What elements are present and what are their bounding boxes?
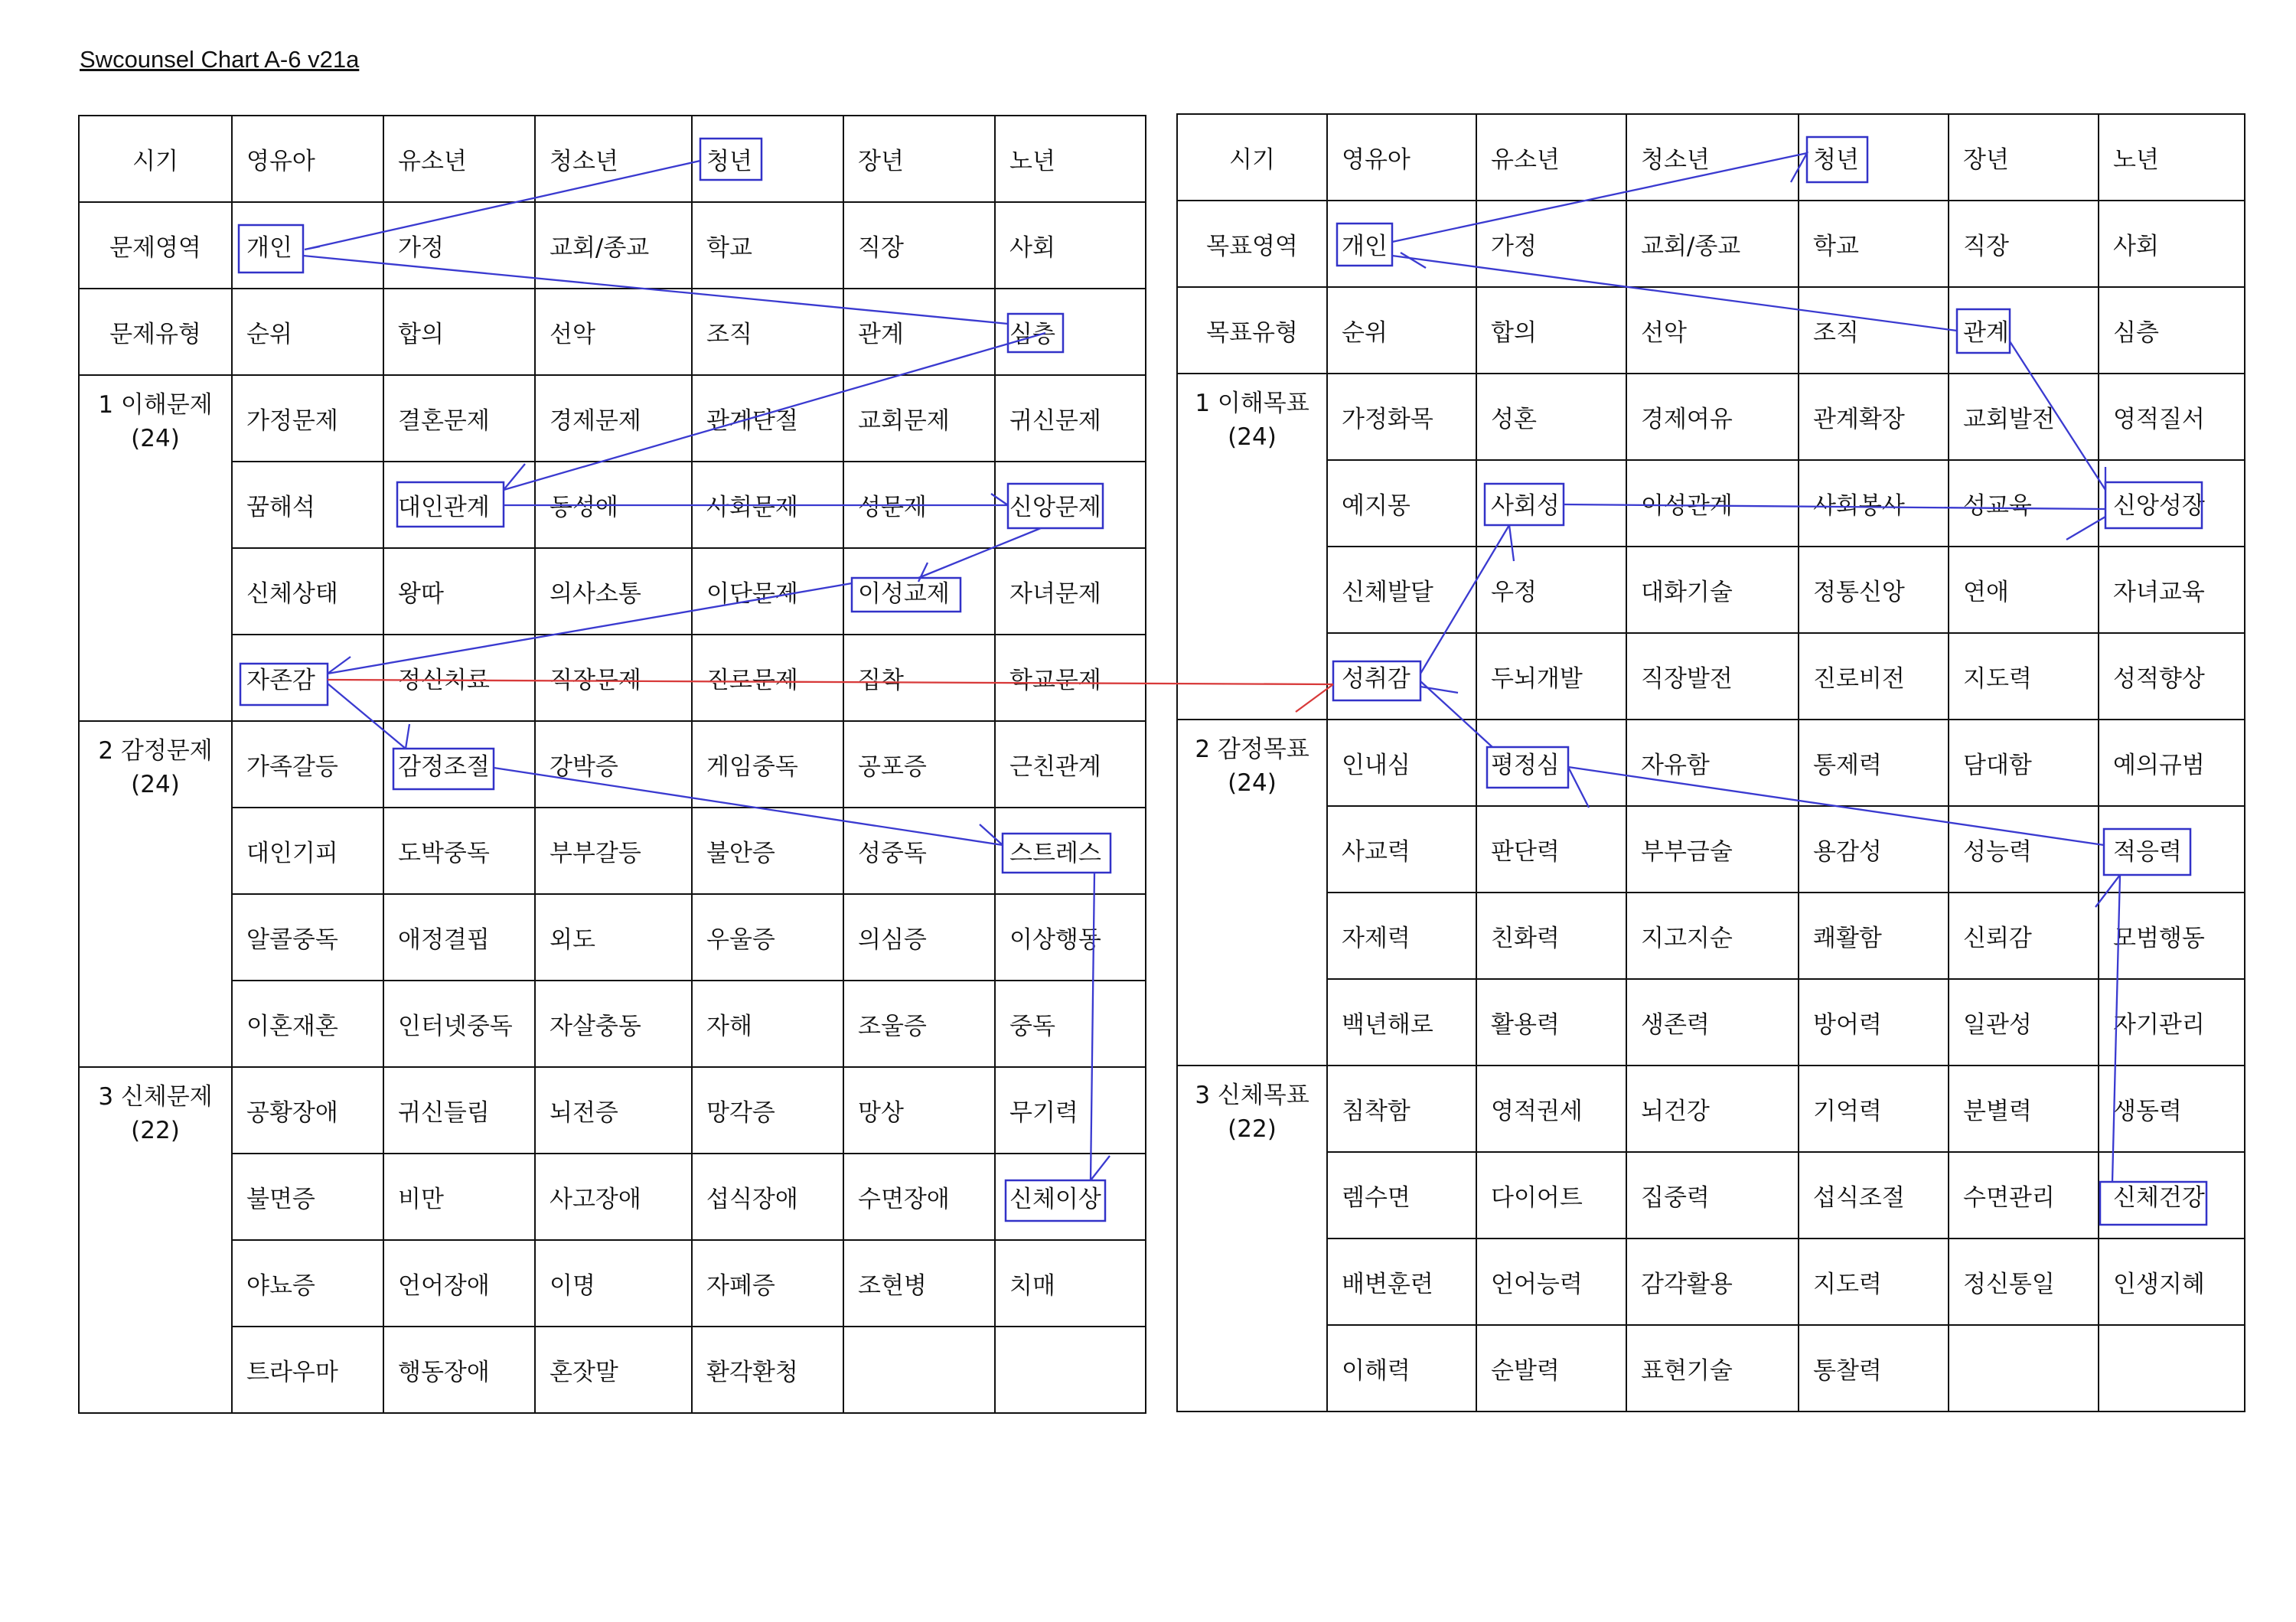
grid-cell: 영유아: [1327, 114, 1476, 201]
grid-cell: 정통신앙: [1799, 547, 1949, 633]
grid-cell: 모범행동: [2099, 893, 2245, 979]
grid-cell: 심층: [995, 289, 1146, 375]
grid-cell: 지도력: [1949, 633, 2099, 720]
grid-cell: 합의: [1476, 287, 1626, 374]
grid-cell: 공포증: [843, 721, 995, 808]
grid-cell: 혼잣말: [535, 1327, 692, 1413]
grid-cell: 직장발전: [1626, 633, 1799, 720]
grid-cell: 영유아: [232, 116, 383, 202]
highlight-box-right-achievement: [1333, 661, 1420, 700]
grid-cell: 부부갈등: [535, 808, 692, 894]
highlight-box-left-interpersonal: [397, 482, 504, 527]
grid-cell: 교회문제: [843, 375, 995, 462]
grid-cell: 성취감: [1327, 633, 1476, 720]
grid-cell: 감정조절: [383, 721, 535, 808]
section-label-line: 1 이해목표: [1195, 390, 1309, 417]
connector-line: [1420, 525, 1509, 674]
highlight-box-left-young-adult: [700, 139, 762, 180]
connector-line: [504, 333, 1045, 490]
grid-cell: 표현기술: [1626, 1325, 1799, 1411]
grid-cell: 조직: [692, 289, 843, 375]
grid-cell: 성적향상: [2099, 633, 2245, 720]
grid-cell: 순위: [1327, 287, 1476, 374]
section-label-line: (24): [1228, 423, 1277, 451]
grid-cell: 게임중독: [692, 721, 843, 808]
grid-cell: 결혼문제: [383, 375, 535, 462]
grid-cell: 불안증: [692, 808, 843, 894]
grid-cell: 경제여유: [1626, 374, 1799, 460]
grid-cell: 강박증: [535, 721, 692, 808]
grid-cell: 자유함: [1626, 720, 1799, 806]
grid-cell: 이성교제: [843, 548, 995, 635]
grid-cell: 사회봉사: [1799, 460, 1949, 547]
grid-cell: 통제력: [1799, 720, 1949, 806]
highlight-box-left-deep: [1008, 314, 1063, 352]
grid-cell: 장년: [843, 116, 995, 202]
grid-cell: 직장: [843, 202, 995, 289]
grid-cell: 이혼재혼: [232, 981, 383, 1067]
grid-cell: 관계: [1949, 287, 2099, 374]
grid-cell: 신체건강: [2099, 1152, 2245, 1239]
grid-cell: 개인: [232, 202, 383, 289]
grid-cell: 정신치료: [383, 635, 535, 721]
grid-cell: 선악: [535, 289, 692, 375]
connector-line: [1392, 153, 1807, 242]
connector-line: [918, 528, 1041, 578]
grid-cell: 개인: [1327, 201, 1476, 287]
grid-cell: 두뇌개발: [1476, 633, 1626, 720]
grid-cell: 자기관리: [2099, 979, 2245, 1066]
grid-cell: 예의규범: [2099, 720, 2245, 806]
grid-cell: 백년해로: [1327, 979, 1476, 1066]
highlight-box-left-stress: [1003, 834, 1110, 873]
highlight-box-left-emotion-control: [393, 749, 494, 789]
grid-cell: 대인관계: [383, 462, 535, 548]
grid-cell: 관계: [843, 289, 995, 375]
grid-cell: 분별력: [1949, 1066, 2099, 1152]
highlight-box-right-faith-growth: [2105, 482, 2202, 528]
grid-cell: 순위: [232, 289, 383, 375]
section-label-line: (22): [131, 1117, 180, 1144]
highlight-box-left-self-esteem: [240, 664, 328, 705]
connector-line: [991, 494, 1008, 505]
grid-cell: 자해: [692, 981, 843, 1067]
grid-cell: 중독: [995, 981, 1146, 1067]
connector-line: [328, 684, 406, 749]
grid-cell: 신체이상: [995, 1154, 1146, 1240]
grid-cell: 의사소통: [535, 548, 692, 635]
connector-line: [1420, 687, 1458, 693]
grid-cell: 인터넷중독: [383, 981, 535, 1067]
grid-cell: 귀신들림: [383, 1067, 535, 1154]
grid-cell: 유소년: [1476, 114, 1626, 201]
connector-line: [303, 256, 1008, 324]
grid-cell: 외도: [535, 894, 692, 981]
grid-cell: 유소년: [383, 116, 535, 202]
connector-line: [328, 583, 852, 674]
grid-cell: 환각환청: [692, 1327, 843, 1413]
connector-line: [1420, 681, 1492, 747]
highlight-box-right-calmness: [1487, 747, 1568, 788]
grid-cell: 자녀교육: [2099, 547, 2245, 633]
grid-cell: 적응력: [2099, 806, 2245, 893]
grid-cell: 애정결핍: [383, 894, 535, 981]
highlight-box-left-individual: [239, 225, 303, 273]
connector-line: [1568, 767, 2104, 845]
grid-cell: 직장: [1949, 201, 2099, 287]
grid-cell: 치매: [995, 1240, 1146, 1327]
grid-cell: 자녀문제: [995, 548, 1146, 635]
grid-cell: 사교력: [1327, 806, 1476, 893]
connector-line: [2095, 875, 2120, 907]
grid-cell: 기억력: [1799, 1066, 1949, 1152]
grid-cell: 다이어트: [1476, 1152, 1626, 1239]
grid-cell: 수면장애: [843, 1154, 995, 1240]
grid-cell: 이명: [535, 1240, 692, 1327]
grid-cell: 예지몽: [1327, 460, 1476, 547]
highlight-box-right-relationship: [1957, 309, 2010, 353]
grid-cell: 경제문제: [535, 375, 692, 462]
connector-line: [406, 724, 409, 749]
grid-cell: 왕따: [383, 548, 535, 635]
cross-table-connector: [1296, 684, 1333, 712]
grid-cell: 무기력: [995, 1067, 1146, 1154]
grid-cell: 근친관계: [995, 721, 1146, 808]
grid-cell: 활용력: [1476, 979, 1626, 1066]
grid-cell: 우정: [1476, 547, 1626, 633]
grid-cell: 이해력: [1327, 1325, 1476, 1411]
grid-cell: 자존감: [232, 635, 383, 721]
grid-cell: 대인기피: [232, 808, 383, 894]
row-label: 목표영역: [1177, 201, 1327, 287]
grid-cell: 성교육: [1949, 460, 2099, 547]
connector-line: [2112, 875, 2120, 1182]
grid-cell: 성능력: [1949, 806, 2099, 893]
grid-cell: 배변훈련: [1327, 1239, 1476, 1325]
row-label: 시기: [1177, 114, 1327, 201]
highlight-box-right-individual: [1337, 224, 1392, 266]
connector-line: [1564, 504, 2105, 509]
grid-cell: 신체상태: [232, 548, 383, 635]
grid-cell: 자폐증: [692, 1240, 843, 1327]
connector-line: [1509, 525, 1514, 561]
grid-cell: 지고지순: [1626, 893, 1799, 979]
grid-cell: 담대함: [1949, 720, 2099, 806]
highlight-box-right-young-adult: [1807, 137, 1867, 182]
section-label-line: (22): [1228, 1115, 1277, 1143]
row-label: 문제영역: [79, 202, 232, 289]
grid-cell: 심층: [2099, 287, 2245, 374]
section-label-line: 2 감정목표: [1195, 736, 1309, 763]
grid-cell: 가족갈등: [232, 721, 383, 808]
grid-cell: 불면증: [232, 1154, 383, 1240]
grid-cell: 방어력: [1799, 979, 1949, 1066]
grid-cell: 이단문제: [692, 548, 843, 635]
highlight-box-left-physical-abnormality: [1006, 1180, 1105, 1221]
grid-cell: 교회/종교: [535, 202, 692, 289]
grid-cell: 청년: [692, 116, 843, 202]
grid-cell: 야뇨증: [232, 1240, 383, 1327]
grid-cell: 스트레스: [995, 808, 1146, 894]
section-label-line: (24): [131, 425, 180, 452]
grid-cell: 쾌활함: [1799, 893, 1949, 979]
connector-line: [2066, 517, 2105, 540]
grid-cell: 학교문제: [995, 635, 1146, 721]
grid-cell: 교회/종교: [1626, 201, 1799, 287]
grid-cell: 학교: [692, 202, 843, 289]
section-label-line: 3 신체목표: [1195, 1082, 1309, 1109]
connector-line: [1091, 1156, 1110, 1180]
grid-cell: 영적권세: [1476, 1066, 1626, 1152]
grid-cell: 귀신문제: [995, 375, 1146, 462]
grid-cell: 이상행동: [995, 894, 1146, 981]
grid-cell: 평정심: [1476, 720, 1626, 806]
connector-line: [1091, 873, 1094, 1180]
connector-line: [494, 768, 1003, 845]
grid-cell: 지도력: [1799, 1239, 1949, 1325]
grid-cell: 수면관리: [1949, 1152, 2099, 1239]
grid-cell: 순발력: [1476, 1325, 1626, 1411]
grid-cell: 공황장애: [232, 1067, 383, 1154]
section-label-line: 3 신체문제: [98, 1083, 213, 1111]
grid-cell: 망각증: [692, 1067, 843, 1154]
grid-cell: 도박중독: [383, 808, 535, 894]
grid-cell: 판단력: [1476, 806, 1626, 893]
cross-table-connector: [328, 680, 1333, 684]
section-label-line: (24): [1228, 769, 1277, 797]
grid-cell: 영적질서: [2099, 374, 2245, 460]
grid-cell: 가정: [383, 202, 535, 289]
grid-cell: 성문제: [843, 462, 995, 548]
grid-cell: 조직: [1799, 287, 1949, 374]
grid-cell: 자제력: [1327, 893, 1476, 979]
grid-cell: 사고장애: [535, 1154, 692, 1240]
grid-cell: 언어능력: [1476, 1239, 1626, 1325]
grid-cell: 조현병: [843, 1240, 995, 1327]
grid-cell: 청소년: [535, 116, 692, 202]
grid-cell: 정신통일: [1949, 1239, 2099, 1325]
grid-cell: 가정: [1476, 201, 1626, 287]
grid-cell: 이성관계: [1626, 460, 1799, 547]
grid-cell: 사회: [995, 202, 1146, 289]
grid-cell: 노년: [995, 116, 1146, 202]
grid-cell: 성혼: [1476, 374, 1626, 460]
grid-cell: 신뢰감: [1949, 893, 2099, 979]
grid-cell: 신앙성장: [2099, 460, 2245, 547]
grid-cell: 사회성: [1476, 460, 1626, 547]
grid-cell: 교회발전: [1949, 374, 2099, 460]
grid-cell: 일관성: [1949, 979, 2099, 1066]
connector-line: [1392, 256, 1957, 331]
grid-cell: 생동력: [2099, 1066, 2245, 1152]
highlight-box-right-physical-health: [2100, 1182, 2206, 1225]
connector-line: [305, 161, 700, 250]
grid-cell: 사회문제: [692, 462, 843, 548]
grid-cell: 동성애: [535, 462, 692, 548]
grid-cell: 침착함: [1327, 1066, 1476, 1152]
grid-cell: 뇌전증: [535, 1067, 692, 1154]
section-label-line: 1 이해문제: [98, 391, 213, 419]
grid-cell: 부부금술: [1626, 806, 1799, 893]
highlight-box-left-dating: [852, 578, 960, 612]
grid-cell: 진로비전: [1799, 633, 1949, 720]
grid-cell: 자살충동: [535, 981, 692, 1067]
connector-line: [1568, 767, 1589, 808]
document-title: Swcounsel Chart A-6 v21a: [80, 46, 360, 73]
grid-cell: 섭식장애: [692, 1154, 843, 1240]
grid-cell: 뇌건강: [1626, 1066, 1799, 1152]
row-label: 문제유형: [79, 289, 232, 375]
grid-cell: 청소년: [1626, 114, 1799, 201]
grid-cell: 사회: [2099, 201, 2245, 287]
grid-cell: 인생지혜: [2099, 1239, 2245, 1325]
grid-cell: 가정화목: [1327, 374, 1476, 460]
grid-cell: 노년: [2099, 114, 2245, 201]
grid-cell: 트라우마: [232, 1327, 383, 1413]
grid-cell: 언어장애: [383, 1240, 535, 1327]
grid-cell: 행동장애: [383, 1327, 535, 1413]
grid-cell: 직장문제: [535, 635, 692, 721]
grid-cell: 선악: [1626, 287, 1799, 374]
grid-cell: 장년: [1949, 114, 2099, 201]
grid-cell: 청년: [1799, 114, 1949, 201]
grid-cell: 인내심: [1327, 720, 1476, 806]
highlight-box-right-sociability: [1485, 484, 1564, 525]
grid-cell: 알콜중독: [232, 894, 383, 981]
grid-cell: 의심증: [843, 894, 995, 981]
grid-cell: 집착: [843, 635, 995, 721]
grid-cell: 감각활용: [1626, 1239, 1799, 1325]
highlight-box-left-faith-problem: [1008, 484, 1103, 528]
grid-cell: 가정문제: [232, 375, 383, 462]
highlight-box-right-adaptability: [2104, 829, 2190, 875]
grid-cell: 섭식조절: [1799, 1152, 1949, 1239]
grid-cell: 신체발달: [1327, 547, 1476, 633]
row-label: 목표유형: [1177, 287, 1327, 374]
grid-cell: 집중력: [1626, 1152, 1799, 1239]
grid-cell: 꿈해석: [232, 462, 383, 548]
grid-cell: 성중독: [843, 808, 995, 894]
grid-cell: 통찰력: [1799, 1325, 1949, 1411]
grid-cell: 우울증: [692, 894, 843, 981]
grid-cell: 렘수면: [1327, 1152, 1476, 1239]
grid-cell: 친화력: [1476, 893, 1626, 979]
grid-cell: 연애: [1949, 547, 2099, 633]
grid-cell: 조울증: [843, 981, 995, 1067]
section-label-line: 2 감정문제: [98, 737, 213, 765]
grid-cell: 학교: [1799, 201, 1949, 287]
grid-cell: 진로문제: [692, 635, 843, 721]
grid-cell: 신앙문제: [995, 462, 1146, 548]
grid-cell: 용감성: [1799, 806, 1949, 893]
grid-cell: 대화기술: [1626, 547, 1799, 633]
grid-cell: 합의: [383, 289, 535, 375]
section-label-line: (24): [131, 771, 180, 798]
row-label: 시기: [79, 116, 232, 202]
grid-cell: 관계확장: [1799, 374, 1949, 460]
grid-cell: 관계단절: [692, 375, 843, 462]
grid-cell: 망상: [843, 1067, 995, 1154]
grid-cell: 생존력: [1626, 979, 1799, 1066]
grid-cell: 비만: [383, 1154, 535, 1240]
connector-line: [2010, 341, 2105, 490]
